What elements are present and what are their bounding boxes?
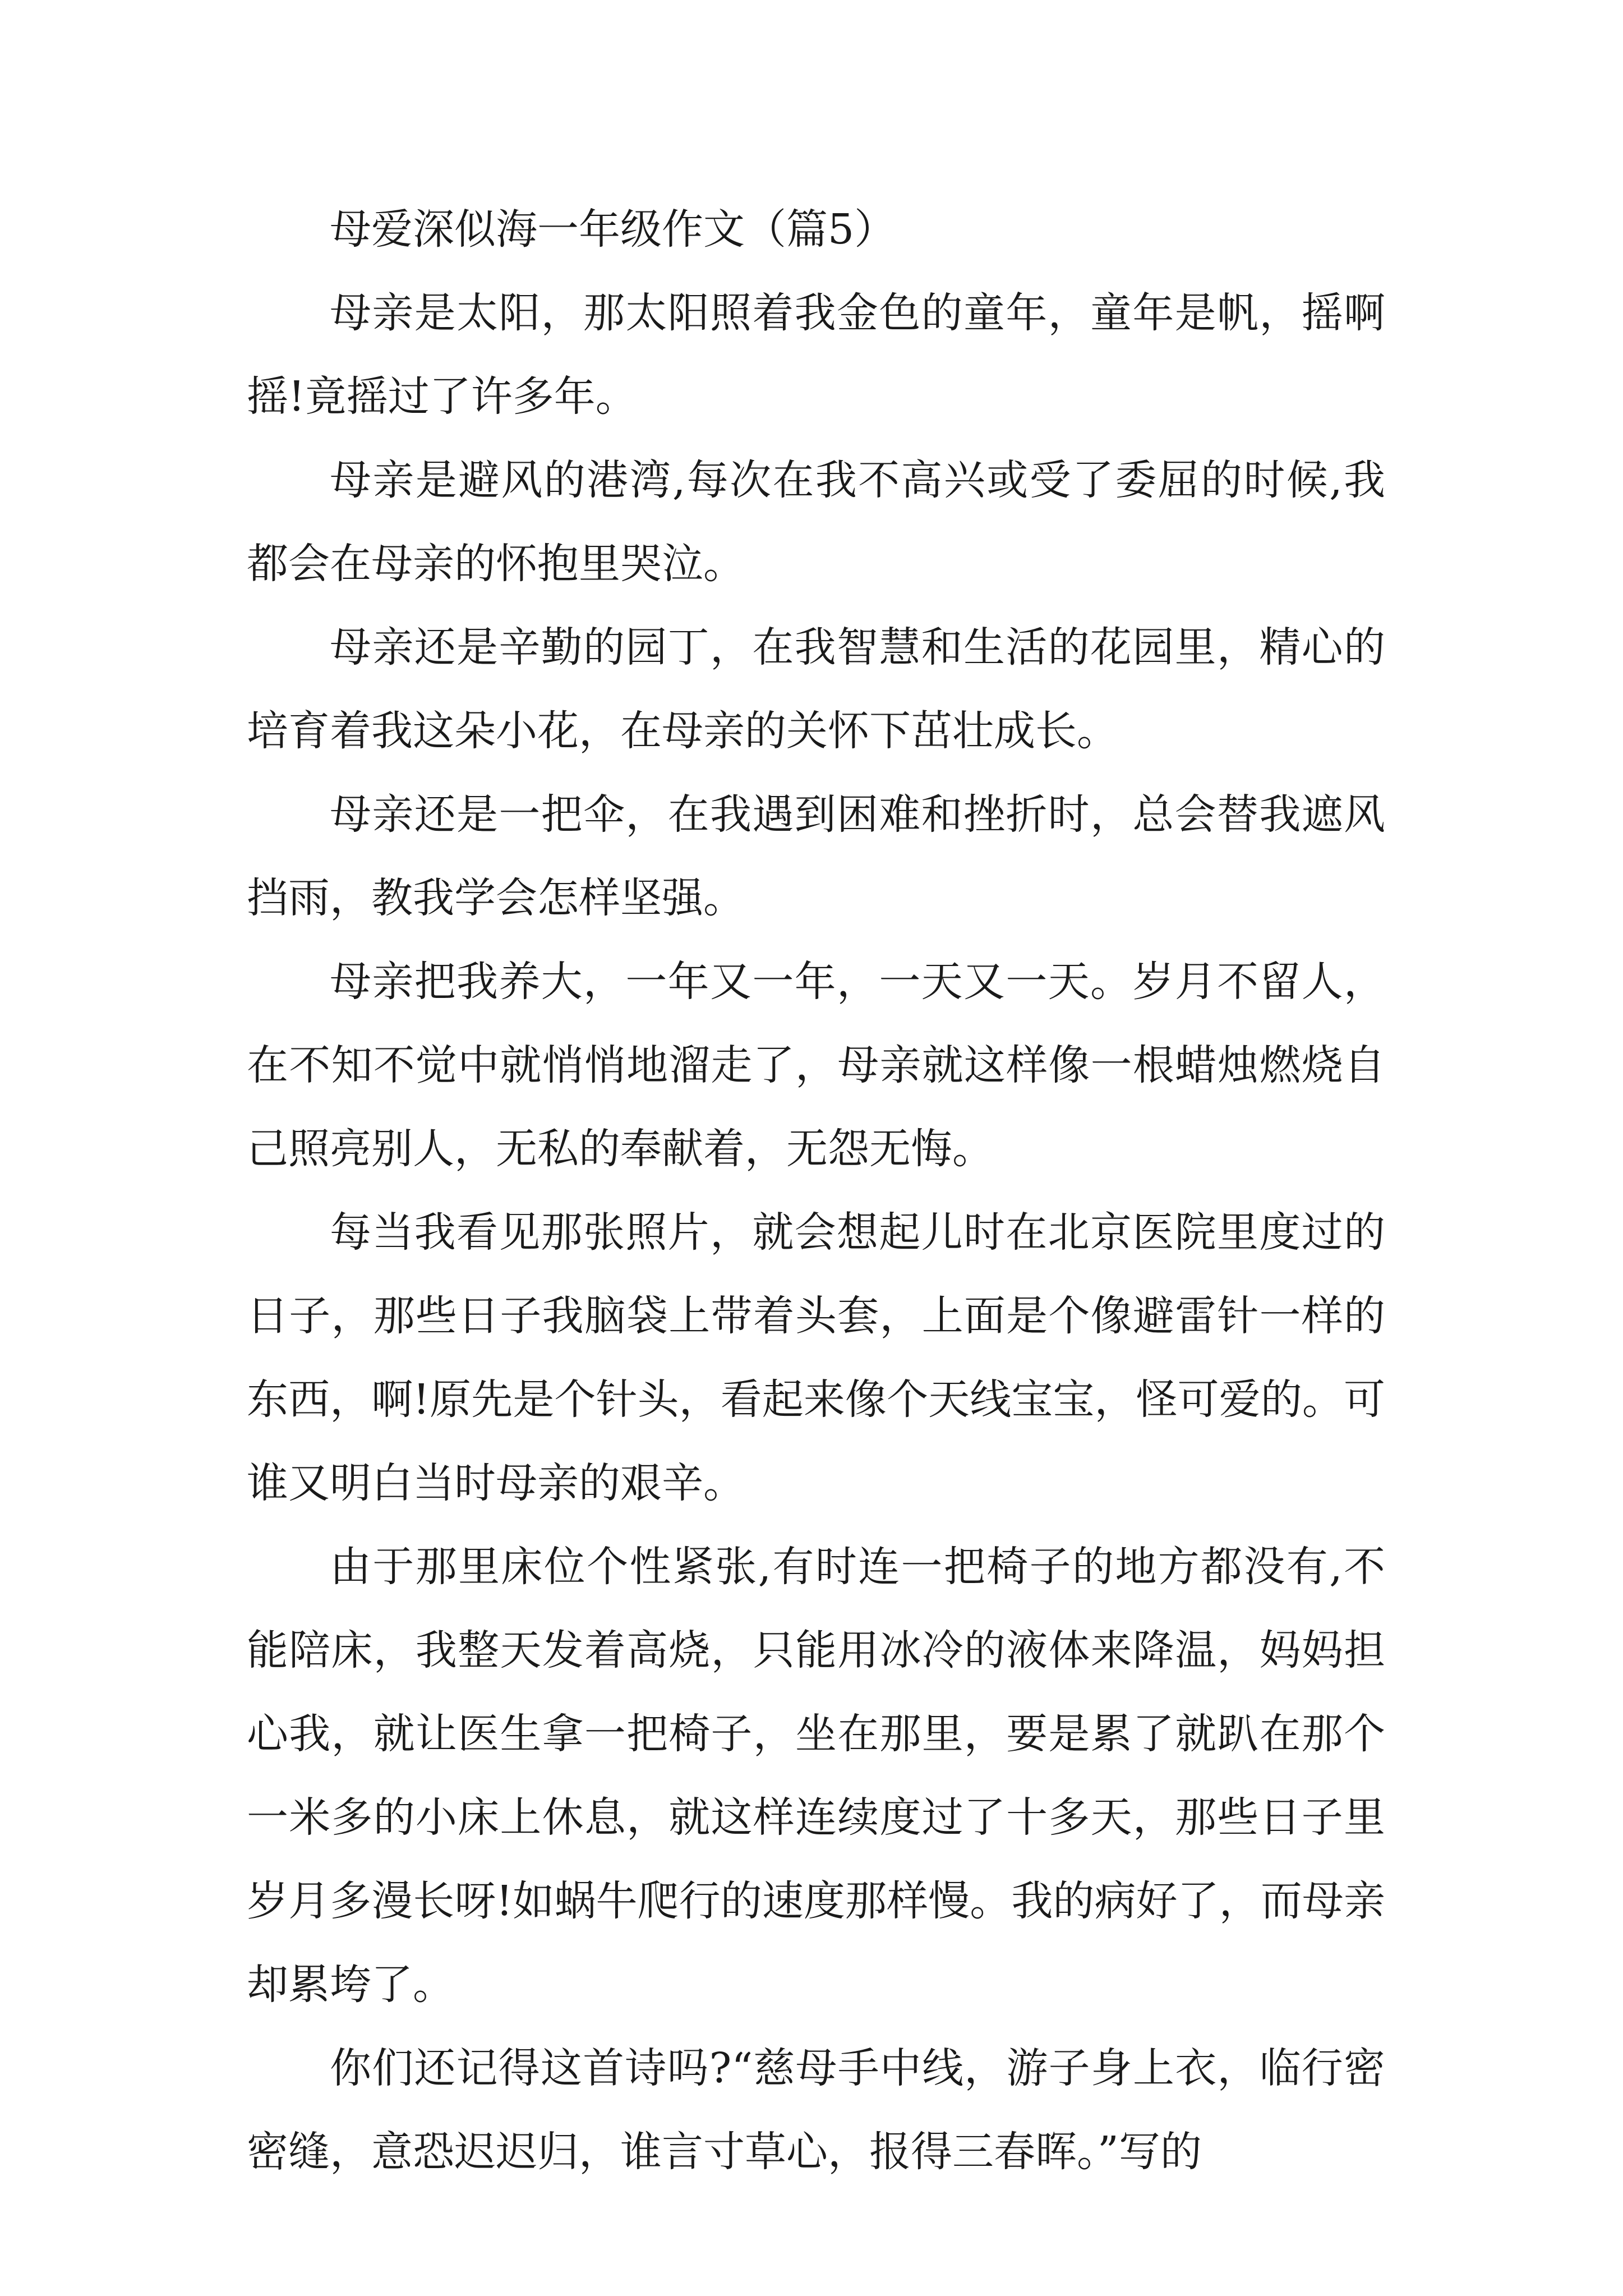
essay-body	[247, 188, 1385, 2194]
paragraph-5: 母亲把我养大，一年又一年，一天又一天。岁月不留人，在不知不觉中就悄悄地溜走了，母亲就这样像一根蜡烛燃烧自己照亮别人，无私的奉献着，无怨无悔。	[247, 958, 1385, 1173]
essay-title: 母爱深似海一年级作文（篇5）	[330, 205, 896, 254]
paragraph-6: 每当我看见那张照片，就会想起儿时在北京医院里度过的日子，那些日子我脑袋上带着头套，上面是个像避雷针一样的东西，啊!原先是个针头，看起来像个天线宝宝，怪可爱的。可谁又明白当时母亲的艰辛。	[247, 1208, 1385, 1507]
paragraph-7: 由于那里床位个性紧张,有时连一把椅子的地方都没有,不能陪床，我整天发着高烧，只能用冰冷的液体来降温，妈妈担心我，就让医生拿一把椅子，坐在那里，要是累了就趴在那个一米多的小床上休息，就这样连续度过了十多天，那些日子里岁月多漫长呀!如蜗牛爬行的速度那样慢。我的病好了，而母亲却累垮了。	[247, 1543, 1385, 2009]
paragraph-8: 你们还记得这首诗吗?“慈母手中线，游子身上衣，临行密密缝，意恐迟迟归，谁言寸草心，报得三春晖。”写的	[247, 2044, 1385, 2176]
paragraph-2: 母亲是避风的港湾,每次在我不高兴或受了委屈的时候,我都会在母亲的怀抱里哭泣。	[247, 456, 1385, 588]
paragraph-1: 母亲是太阳，那太阳照着我金色的童年，童年是帆，摇啊摇!竟摇过了许多年。	[247, 289, 1385, 421]
paragraph-3: 母亲还是辛勤的园丁，在我智慧和生活的花园里，精心的培育着我这朵小花，在母亲的关怀下茁壮成长。	[247, 623, 1385, 755]
paragraph-4: 母亲还是一把伞，在我遇到困难和挫折时，总会替我遮风挡雨，教我学会怎样坚强。	[247, 790, 1385, 922]
